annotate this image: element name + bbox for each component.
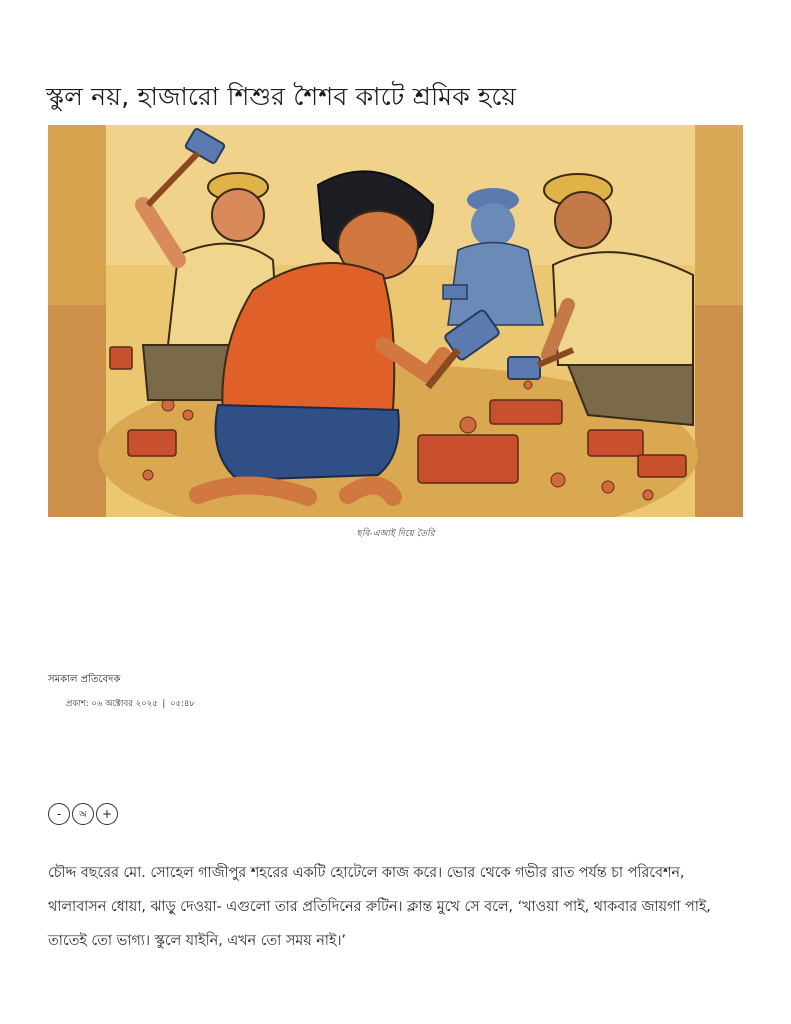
font-decrease-button[interactable]: - bbox=[48, 803, 70, 825]
author-byline[interactable]: সমকাল প্রতিবেদক bbox=[48, 674, 121, 685]
font-increase-button[interactable]: + bbox=[96, 803, 118, 825]
image-caption: ছবি-এআই দিয়ে তৈরি bbox=[356, 529, 435, 539]
article-headline: স্কুল নয়, হাজারো শিশুর শৈশব কাটে শ্রমিক হয়ে bbox=[46, 81, 517, 111]
published-label: প্রকাশ: bbox=[66, 699, 89, 709]
publish-dateline bbox=[66, 697, 195, 711]
font-size-controls bbox=[48, 803, 118, 825]
font-reset-button[interactable]: অ bbox=[72, 803, 94, 825]
article-hero-image bbox=[48, 125, 743, 517]
published-time: ০৫:৪৮ bbox=[169, 699, 195, 709]
article-body bbox=[48, 856, 748, 958]
child-labor-illustration bbox=[48, 125, 743, 517]
dateline-separator: | bbox=[162, 699, 166, 709]
published-date: ০৬ অক্টোবর ২০২৫ bbox=[91, 699, 158, 709]
article-body-line: চৌদ্দ বছরের মো. সোহেল গাজীপুর শহরের একটি হোটেলে কাজ করে। ভোর থেকে গভীর রাত পর্যন্ত চা পরিবেশন, bbox=[48, 865, 685, 881]
article-body-line: থালাবাসন ধোয়া, ঝাড়ু দেওয়া- এগুলো তার প্রতিদিনের রুটিন। ক্লান্ত মুখে সে বলে, ‘খাওয়া পাই, থাকবার জায়গা পাই, bbox=[48, 899, 711, 915]
article-body-line: তাতেই তো ভাগ্য। স্কুলে যাইনি, এখন তো সময় নাই।’ bbox=[48, 933, 346, 949]
